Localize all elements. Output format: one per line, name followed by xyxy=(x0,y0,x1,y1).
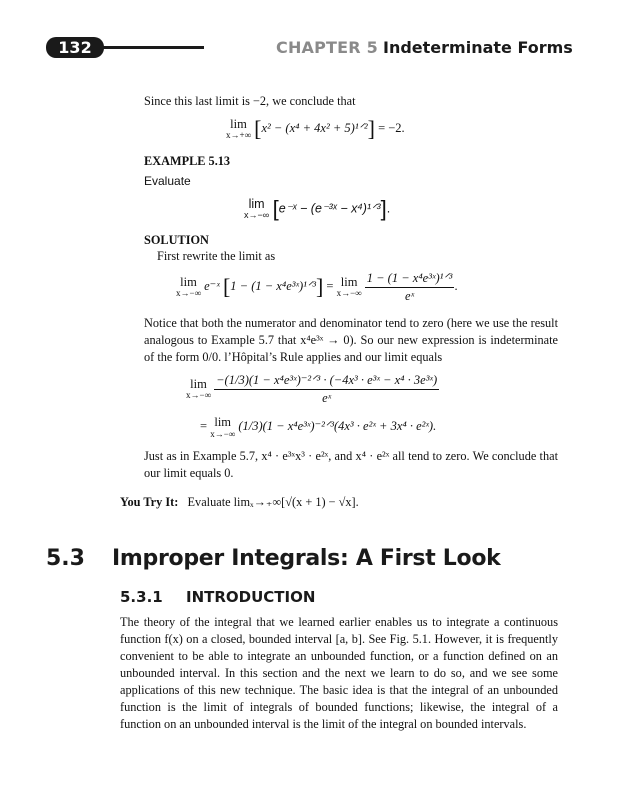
solution-notice: Notice that both the numerator and denominator tend to zero (here we use the result analogous to Example 5.7 that x⁴e³ˣ → 0). So our new expression is indeterminate of the form 0/0. l’Hôpital’s Rule applies and our limit equals xyxy=(144,316,558,364)
solution-conclusion: Just as in Example 5.7, x⁴ · e³ˣx³ · e²ˣ, and x⁴ · e²ˣ all tend to zero. We conclude that our limit equals 0. xyxy=(144,449,558,480)
example-lim-sub: x→−∞ xyxy=(244,210,270,221)
equation-2: lim x→−∞ e⁻ˣ [1 − (1 − x⁴e³ˣ)¹ᐟ³] = lim x→−∞ $\frac{\text{1 − (1 − x⁴e³ˣ)¹ᐟ³}}{\text{eˣ}}$ . xyxy=(176,271,458,303)
section-number: 5.3 xyxy=(46,546,85,571)
example-equation: lim x→−∞ [e⁻ˣ − (e⁻³ˣ − x⁴)¹ᐟ³]. xyxy=(244,196,391,221)
eq2-left-body: e⁻ˣ xyxy=(204,278,220,293)
subsection-number: 5.3.1 xyxy=(120,588,163,606)
eq3-numerator: −(1/3)(1 − x⁴e³ˣ)⁻²ᐟ³ · (−4x³ · e³ˣ − x⁴ · 3e³ˣ) xyxy=(214,372,439,390)
eq3-lim: lim xyxy=(190,376,207,391)
example-expr: e⁻ˣ − (e⁻³ˣ − x⁴)¹ᐟ³ xyxy=(278,201,381,216)
eq2-left-bracket: 1 − (1 − x⁴e³ˣ)¹ᐟ³ xyxy=(230,278,316,293)
intro-text: Since this last limit is −2, we conclude that xyxy=(144,94,356,108)
solution-heading: SOLUTION xyxy=(144,233,209,247)
eq2-right-denominator: eˣ xyxy=(405,289,415,303)
eq1-lim-sub: x→+∞ xyxy=(226,130,251,141)
eq1-result: = −2. xyxy=(378,120,405,135)
eq2-right-lim: lim xyxy=(340,274,358,289)
example-lim: lim xyxy=(248,196,265,211)
eq1-lim: lim xyxy=(230,116,247,131)
eq3-lim-sub: x→−∞ xyxy=(186,390,211,401)
you-try-it-text: Evaluate limₓ→₊∞[√(x + 1) − √x]. xyxy=(187,495,359,509)
eq2-right-lim-sub: x→−∞ xyxy=(336,288,362,299)
example-end: . xyxy=(386,201,391,216)
section-body: The theory of the integral that we learned earlier enables us to integrate a continuous function f(x) on a closed, bounded interval [a, b]. See Fig. 5.1. However, it is frequently convenient to be able to integrate an unbounded function, or a function defined on an unbounded interval. In this section and the next we learn to do so, and we see some applications of this new technique. The basic idea is that the integral of an unbounded function is the limit of integrals of bounded functions; likewise, the integral of a function on an unbounded interval is the limit of the integral on bounded intervals. xyxy=(120,615,558,731)
eq4-body: (1/3)(1 − x⁴e³ˣ)⁻²ᐟ³(4x³ · e²ˣ + 3x⁴ · e²ˣ). xyxy=(238,419,437,434)
eq2-left-lim-sub: x→−∞ xyxy=(176,288,201,299)
eq4-equals: = xyxy=(200,419,208,434)
example-heading: EXAMPLE 5.13 xyxy=(144,154,231,168)
example-prompt: Evaluate xyxy=(144,174,191,188)
header-rule xyxy=(100,46,204,49)
equation-3 xyxy=(186,372,439,406)
equation-1: lim x→+∞ [x² − (x⁴ + 4x² + 5)¹ᐟ²] = −2. xyxy=(226,116,405,141)
page-number: 132 xyxy=(46,37,104,58)
eq3-denominator: eˣ xyxy=(322,391,332,405)
eq4-lim: lim xyxy=(214,415,232,429)
eq2-left-lim: lim xyxy=(180,274,197,289)
equation-4 xyxy=(200,416,436,439)
you-try-it xyxy=(120,494,359,511)
section-title: Improper Integrals: A First Look xyxy=(112,546,501,571)
chapter-title: Indeterminate Forms xyxy=(383,38,573,57)
eq1-body: x² − (x⁴ + 4x² + 5)¹ᐟ² xyxy=(261,120,368,135)
eq4-lim-sub: x→−∞ xyxy=(210,428,236,439)
eq2-end: . xyxy=(454,278,458,293)
eq2-right-numerator: 1 − (1 − x⁴e³ˣ)¹ᐟ³ xyxy=(365,270,455,288)
eq2-equals: = xyxy=(326,278,334,293)
chapter-label: CHAPTER 5 xyxy=(276,38,378,57)
you-try-it-label: You Try It: xyxy=(120,495,179,509)
subsection-title: INTRODUCTION xyxy=(186,588,316,606)
solution-intro: First rewrite the limit as xyxy=(157,249,276,263)
